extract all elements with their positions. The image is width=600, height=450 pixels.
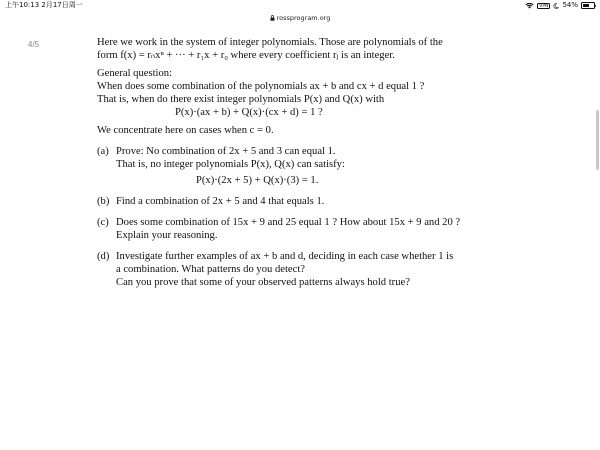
problem-c-line-1: Does some combination of 15x + 9 and 25 equal 1 ? How about 15x + 9 and 20 ? (116, 217, 461, 228)
problem-c (97, 216, 517, 242)
problem-d-line-2: a combination. What patterns do you detect? (116, 264, 305, 275)
problem-b-label: (b) (97, 196, 110, 207)
status-time-date: 上午10:13 2月17日周一 (5, 1, 83, 9)
question-line-2: That is, when do there exist integer polynomials P(x) and Q(x) with (97, 94, 385, 105)
intro-line-2: form f(x) = rₙxⁿ + ··· + r₁x + r₀ where every coefficient rⱼ is an integer. (97, 50, 395, 61)
url-text[interactable]: rossprogram.org (276, 14, 331, 22)
problem-d (97, 250, 517, 289)
scrollbar[interactable] (596, 110, 599, 170)
general-question-heading: General question: (97, 68, 173, 79)
problem-a-line-2: That is, no integer polynomials P(x), Q(x) can satisfy: (116, 159, 345, 170)
url-bar[interactable] (0, 11, 600, 25)
problem-d-line-1: Investigate further examples of ax + b and d, deciding in each case whether 1 is (116, 251, 454, 262)
battery-fill (583, 4, 589, 7)
question-line-1: When does some combination of the polynomials ax + b and cx + d equal 1 ? (97, 81, 425, 92)
wifi-icon (525, 2, 534, 9)
problem-b-line-1: Find a combination of 2x + 5 and 4 that equals 1. (116, 196, 325, 207)
problem-a (97, 145, 517, 187)
problem-a-line-1: Prove: No combination of 2x + 5 and 3 can equal 1. (116, 146, 336, 157)
problem-a-equation: P(x)·(2x + 5) + Q(x)·(3) = 1. (196, 175, 319, 186)
status-bar (0, 0, 600, 11)
problem-c-line-2: Explain your reasoning. (116, 230, 218, 241)
battery-icon (581, 2, 595, 9)
moon-icon (553, 3, 559, 9)
page-indicator: 4/5 (28, 40, 40, 49)
problem-d-label: (d) (97, 251, 110, 262)
battery-percent: 54% (562, 1, 578, 9)
status-right-group (525, 0, 595, 11)
problem-b (97, 195, 517, 208)
question-equation: P(x)·(ax + b) + Q(x)·(cx + d) = 1 ? (175, 107, 323, 118)
concentrate-line: We concentrate here on cases when c = 0. (97, 125, 274, 136)
document-body (97, 36, 517, 289)
vpn-badge: VPN (539, 3, 549, 9)
lock-icon (270, 15, 275, 21)
problem-d-line-3: Can you prove that some of your observed patterns always hold true? (116, 277, 410, 288)
problem-c-label: (c) (97, 217, 109, 228)
problem-a-label: (a) (97, 146, 109, 157)
intro-line-1: Here we work in the system of integer polynomials. Those are polynomials of the (97, 37, 443, 48)
